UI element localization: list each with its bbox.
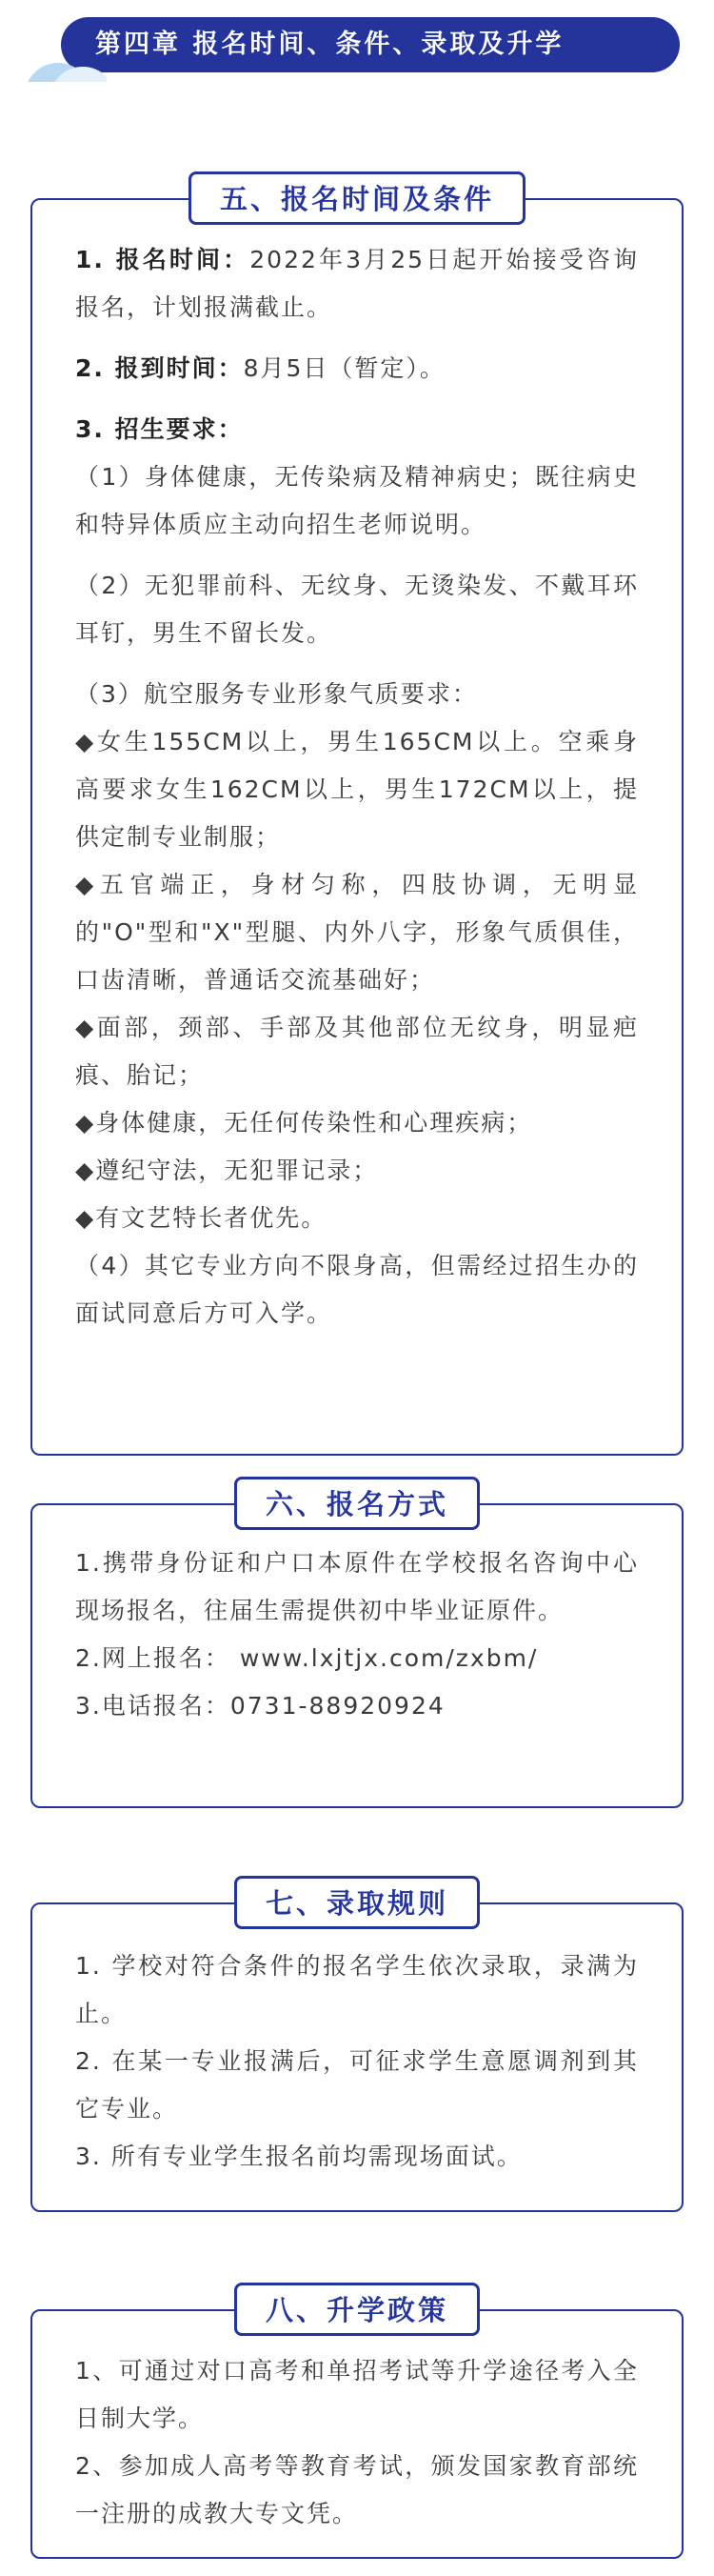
online-registration: 2.网上报名： www.lxjtjx.com/zxbm/ [75, 1644, 539, 1672]
requirement-2: （2）无犯罪前科、无纹身、无烫染发、不戴耳环耳钉，男生不留长发。 [75, 572, 639, 647]
section-title: 五、报名时间及条件 [188, 171, 526, 225]
banner-decoration [21, 57, 107, 82]
requirement-3-title: （3）航空服务专业形象气质要求： [75, 680, 478, 708]
rule-1: 1. 学校对符合条件的报名学生依次录取，录满为止。 [75, 1952, 639, 2027]
bullet-height: ◆女生155CM以上，男生165CM以上。空乘身高要求女生162CM以上，男生172CM以上，提供定制专业制服； [75, 728, 639, 851]
requirement-4: （4）其它专业方向不限身高，但需经过招生办的面试同意后方可入学。 [75, 1252, 639, 1327]
section-title: 七、录取规则 [234, 1876, 480, 1929]
phone-registration: 3.电话报名：0731-88920924 [75, 1692, 446, 1720]
report-time: 2. 报到时间：8月5日（暂定）。 [75, 354, 446, 382]
section-admission-rules [30, 1887, 684, 2212]
section-body [75, 1942, 639, 2181]
registration-time: 1. 报名时间：2022年3月25日起开始接受咨询报名，计划报满截止。 [75, 246, 639, 321]
section-enrollment-conditions [30, 183, 684, 1456]
bullet-no-tattoo: ◆面部，颈部、手部及其他部位无纹身，明显疤痕、胎记； [75, 1014, 639, 1089]
policy-1: 1、可通过对口高考和单招考试等升学途径考入全日制大学。 [75, 2357, 639, 2432]
section-further-study [30, 2294, 684, 2559]
section-title: 六、报名方式 [234, 1477, 480, 1530]
bullet-law: ◆遵纪守法，无犯罪记录； [75, 1157, 379, 1184]
bullet-appearance: ◆五官端正，身材匀称，四肢协调，无明显的"O"型和"X"型腿、内外八字，形象气质俱佳，口齿清晰，普通话交流基础好； [75, 871, 639, 994]
policy-2: 2、参加成人高考等教育考试，颁发国家教育部统一注册的成教大专文凭。 [75, 2452, 639, 2527]
section-body [75, 1540, 639, 1730]
section-body [75, 236, 639, 1338]
bullet-health: ◆身体健康，无任何传染性和心理疾病； [75, 1109, 533, 1137]
bullet-talent: ◆有文艺特长者优先。 [75, 1204, 327, 1232]
chapter-title: 第四章 报名时间、条件、录取及升学 [95, 30, 565, 59]
requirements-heading: 3. 招生要求： [75, 415, 244, 443]
phone-number[interactable]: 0731-88920924 [229, 1692, 446, 1720]
section-registration-methods [30, 1488, 684, 1808]
rule-2: 2. 在某一专业报满后，可征求学生意愿调剂到其它专业。 [75, 2047, 639, 2123]
section-body [75, 2347, 639, 2538]
registration-url[interactable]: www.lxjtjx.com/zxbm/ [239, 1644, 539, 1672]
rule-3: 3. 所有专业学生报名前均需现场面试。 [75, 2143, 523, 2170]
chapter-banner [61, 17, 680, 72]
onsite-registration: 1.携带身份证和户口本原件在学校报名咨询中心现场报名，往届生需提供初中毕业证原件。 [75, 1549, 639, 1624]
requirement-1: （1）身体健康，无传染病及精神病史；既往病史和特异体质应主动向招生老师说明。 [75, 463, 639, 538]
section-title: 八、升学政策 [234, 2283, 480, 2336]
